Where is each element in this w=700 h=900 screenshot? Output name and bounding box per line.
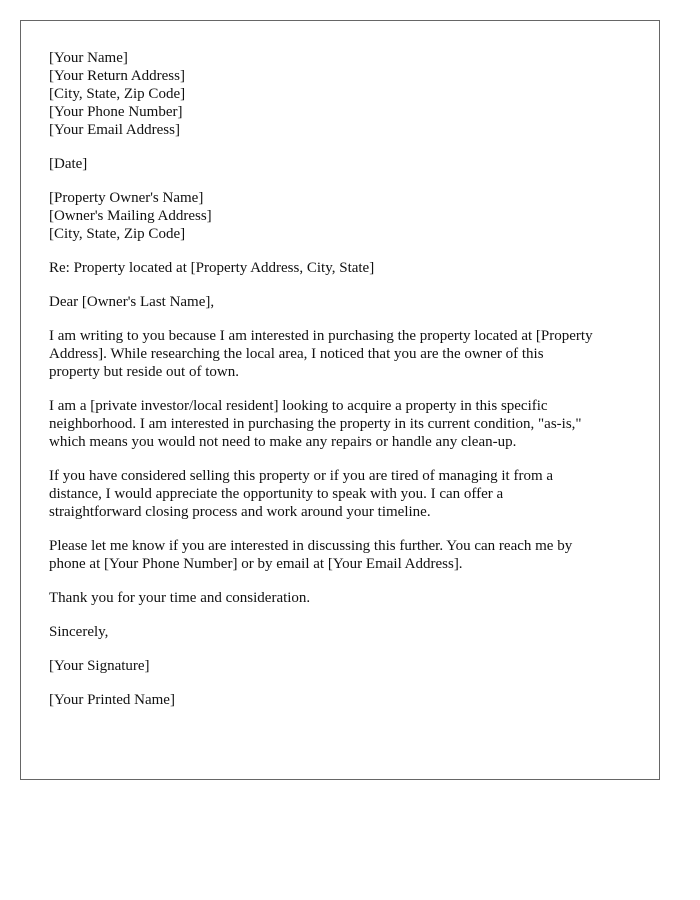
recipient-mailing-address: [Owner's Mailing Address]: [49, 208, 212, 224]
body-line: distance, I would appreciate the opportunity to speak with you. I can offer a: [49, 486, 504, 502]
salutation: [49, 293, 639, 311]
body-paragraph-3: [49, 467, 639, 521]
body-line: property but reside out of town.: [49, 364, 239, 380]
body-line: phone at [Your Phone Number] or by email at [Your Email Address].: [49, 556, 463, 572]
letter-date: [Date]: [49, 156, 88, 172]
letter-page: [20, 20, 660, 780]
body-line: neighborhood. I am interested in purchasing the property in its current condition, "as-is,": [49, 416, 582, 432]
body-paragraph-1: [49, 327, 639, 381]
printed-name-block: [49, 691, 639, 709]
recipient-city-state-zip: [City, State, Zip Code]: [49, 226, 186, 242]
printed-name-text: [Your Printed Name]: [49, 692, 175, 708]
sender-phone: [Your Phone Number]: [49, 104, 183, 120]
recipient-block: [49, 189, 639, 243]
sender-return-address: [Your Return Address]: [49, 68, 185, 84]
subject-text: Re: Property located at [Property Address, City, State]: [49, 260, 375, 276]
signature-block: [49, 657, 639, 675]
body-paragraph-2: [49, 397, 639, 451]
body-line: straightforward closing process and work around your timeline.: [49, 504, 431, 520]
body-line: I am writing to you because I am interested in purchasing the property located at [Property: [49, 328, 593, 344]
body-line: Address]. While researching the local area, I noticed that you are the owner of this: [49, 346, 544, 362]
date-block: [49, 155, 639, 173]
closing: [49, 623, 639, 641]
body-line: I am a [private investor/local resident] looking to acquire a property in this specific: [49, 398, 548, 414]
body-line: which means you would not need to make any repairs or handle any clean-up.: [49, 434, 517, 450]
sender-city-state-zip: [City, State, Zip Code]: [49, 86, 186, 102]
recipient-name: [Property Owner's Name]: [49, 190, 204, 206]
body-line: If you have considered selling this property or if you are tired of managing it from a: [49, 468, 554, 484]
body-paragraph-5: [49, 589, 639, 607]
sender-name: [Your Name]: [49, 50, 128, 66]
subject-line: [49, 259, 639, 277]
closing-text: Sincerely,: [49, 624, 109, 640]
thank-you-text: Thank you for your time and consideration.: [49, 590, 311, 606]
sender-block: [49, 49, 639, 139]
salutation-text: Dear [Owner's Last Name],: [49, 294, 215, 310]
signature-text: [Your Signature]: [49, 658, 150, 674]
body-line: Please let me know if you are interested in discussing this further. You can reach me by: [49, 538, 573, 554]
letter-content: [49, 49, 639, 725]
sender-email: [Your Email Address]: [49, 122, 180, 138]
body-paragraph-4: [49, 537, 639, 573]
